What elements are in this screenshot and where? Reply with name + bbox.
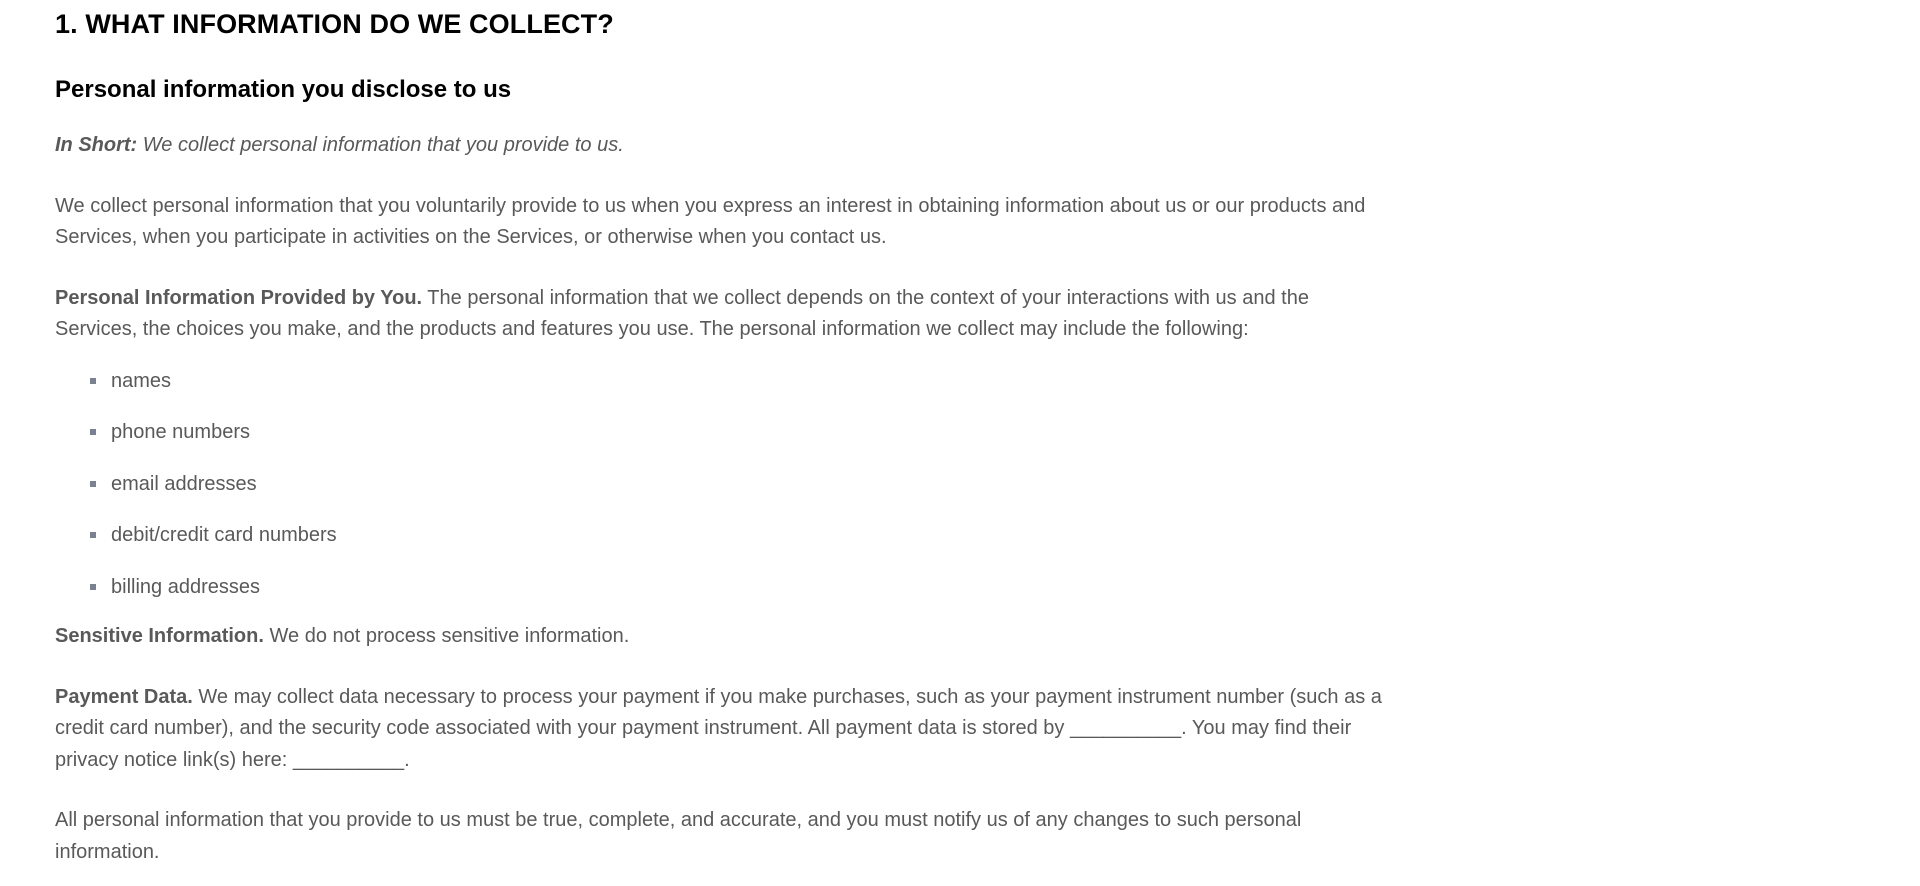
list-item-text: billing addresses	[111, 575, 260, 598]
square-bullet-icon	[90, 584, 96, 590]
sensitive-paragraph	[55, 621, 1395, 653]
personal-info-list	[55, 366, 1395, 604]
square-bullet-icon	[90, 481, 96, 487]
square-bullet-icon	[90, 429, 96, 435]
provided-text: The personal information that we collect depends on the context of your interactions with us and the Services, the choices you make, and the products and features you use. The personal information we collect may include the following:	[55, 286, 1309, 340]
square-bullet-icon	[90, 378, 96, 384]
list-item-text: names	[111, 369, 172, 392]
list-item	[55, 417, 1395, 449]
list-item-text: phone numbers	[111, 421, 250, 443]
sensitive-label: Sensitive Information.	[55, 625, 264, 647]
in-short-summary	[55, 130, 1395, 162]
sensitive-text: We do not process sensitive information.	[263, 625, 630, 647]
list-item	[55, 572, 1395, 604]
in-short-text: We collect personal information that you provide to us.	[137, 134, 624, 156]
provided-label: Personal Information Provided by You.	[55, 286, 423, 309]
intro-paragraph: We collect personal information that you voluntarily provide to us when you express an interest in obtaining information about us or our products and Services, when you participate in activities on the Services, or otherwise when you contact us.	[55, 194, 1366, 248]
in-short-label: In Short:	[55, 134, 138, 156]
list-item	[55, 469, 1395, 501]
section-title: 1. WHAT INFORMATION DO WE COLLECT?	[55, 9, 614, 39]
payment-label: Payment Data.	[55, 685, 193, 708]
payment-text: We may collect data necessary to process your payment if you make purchases, such as your payment instrument number (such as a credit card number), and the security code associated with your payment instrument. All payment data is stored by __________. You may find their privacy notice link(s) here: __________.	[55, 685, 1382, 771]
list-item	[55, 520, 1395, 552]
provided-paragraph	[55, 283, 1395, 346]
list-item-text: debit/credit card numbers	[111, 524, 337, 546]
section-subtitle: Personal information you disclose to us	[55, 76, 512, 103]
list-item-text: email addresses	[111, 472, 257, 495]
square-bullet-icon	[90, 532, 96, 538]
list-item	[55, 366, 1395, 398]
payment-paragraph	[55, 682, 1395, 777]
accuracy-paragraph: All personal information that you provide to us must be true, complete, and accurate, and you must notify us of any changes to such personal information.	[55, 809, 1302, 863]
